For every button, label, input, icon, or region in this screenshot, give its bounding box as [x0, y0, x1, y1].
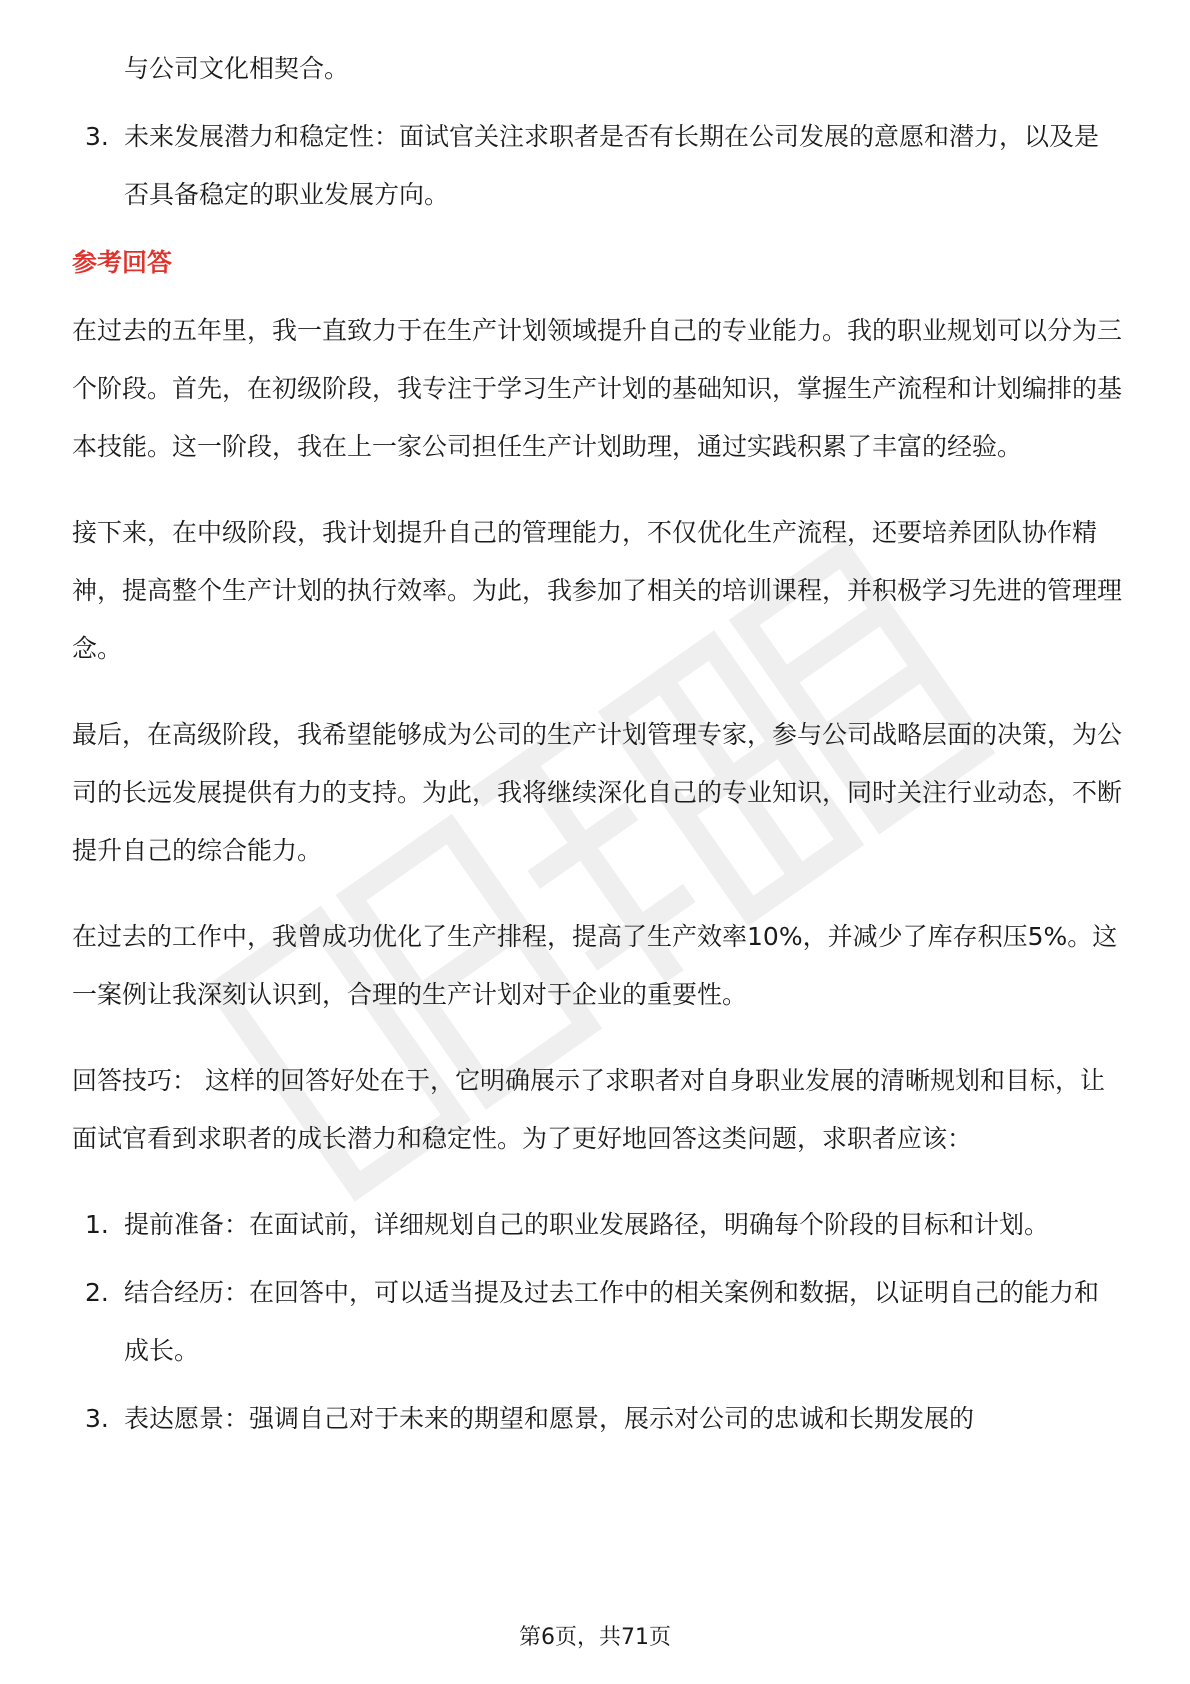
list-text: 结合经历：在回答中，可以适当提及过去工作中的相关案例和数据，以证明自己的能力和成长。 [124, 1278, 1100, 1365]
tip-item-2 [72, 1264, 1122, 1380]
list-text: 表达愿景：强调自己对于未来的期望和愿景，展示对公司的忠诚和长期发展的 [124, 1404, 975, 1433]
section-heading: 参考回答 [72, 248, 173, 277]
list-text: 未来发展潜力和稳定性：面试官关注求职者是否有长期在公司发展的意愿和潜力，以及是否具备稳定的职业发展方向。 [124, 122, 1100, 209]
page-footer: 第6页，共71页 [519, 1625, 671, 1650]
answer-paragraph-4: 在过去的工作中，我曾成功优化了生产排程，提高了生产效率10%，并减少了库存积压5%。这一案例让我深刻认识到，合理的生产计划对于企业的重要性。 [72, 922, 1118, 1009]
tips-intro-paragraph: 回答技巧： 这样的回答好处在于，它明确展示了求职者对自身职业发展的清晰规划和目标，让面试官看到求职者的成长潜力和稳定性。为了更好地回答这类问题，求职者应该： [72, 1066, 1105, 1153]
answer-paragraph-2: 接下来，在中级阶段，我计划提升自己的管理能力，不仅优化生产流程，还要培养团队协作精神，提高整个生产计划的执行效率。为此，我参加了相关的培训课程，并积极学习先进的管理理念。 [72, 518, 1123, 663]
prev-list-item-3 [72, 108, 1122, 224]
list-number: 3. [85, 1404, 109, 1433]
list-text: 提前准备：在面试前，详细规划自己的职业发展路径，明确每个阶段的目标和计划。 [124, 1210, 1050, 1239]
document-body [72, 40, 1122, 1448]
list-number: 3. [85, 122, 109, 151]
answer-paragraph-1: 在过去的五年里，我一直致力于在生产计划领域提升自己的专业能力。我的职业规划可以分为三个阶段。首先，在初级阶段，我专注于学习生产计划的基础知识，掌握生产流程和计划编排的基本技能。这一阶段，我在上一家公司担任生产计划助理，通过实践积累了丰富的经验。 [72, 316, 1123, 461]
tip-item-3 [72, 1390, 1122, 1448]
list-number: 1. [85, 1210, 109, 1239]
answer-paragraph-3: 最后，在高级阶段，我希望能够成为公司的生产计划管理专家，参与公司战略层面的决策，为公司的长远发展提供有力的支持。为此，我将继续深化自己的专业知识，同时关注行业动态，不断提升自己的综合能力。 [72, 720, 1123, 865]
list-number: 2. [85, 1278, 109, 1307]
tip-item-1 [72, 1196, 1122, 1254]
prev-list-tail: 与公司文化相契合。 [124, 54, 350, 83]
